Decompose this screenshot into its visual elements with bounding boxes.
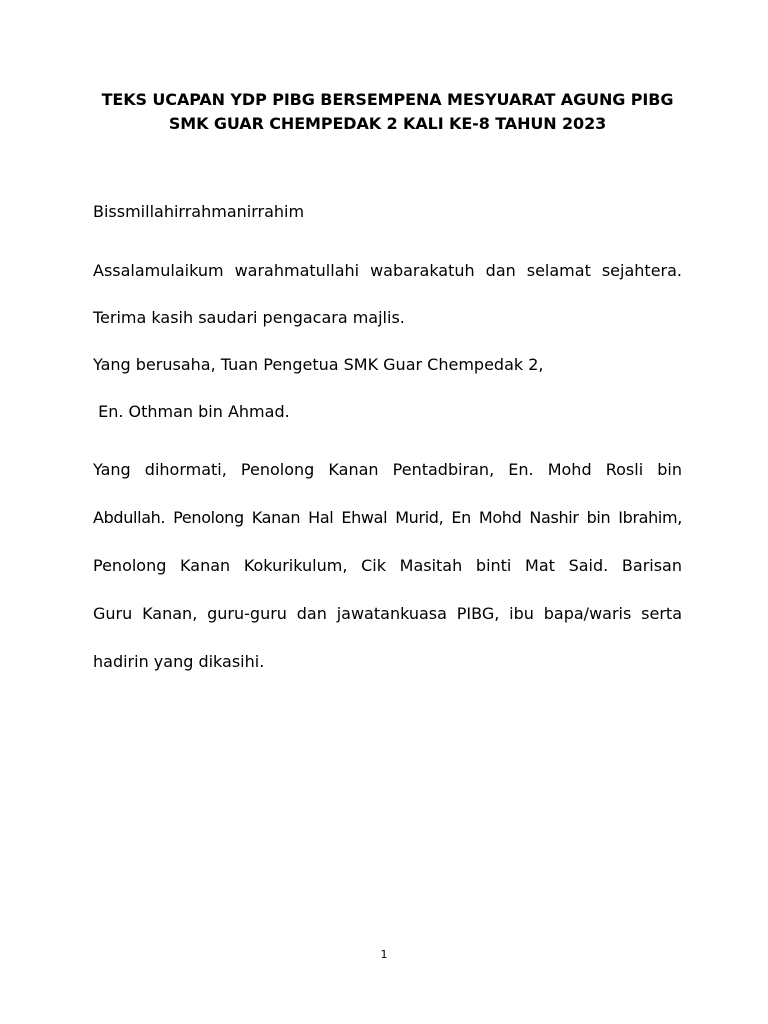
- paragraph-line: Yang dihormati, Penolong Kanan Pentadbiran, En. Mohd Rosli bin: [93, 460, 682, 479]
- paragraph-line: Penolong Kanan Kokurikulum, Cik Masitah binti Mat Said. Barisan: [93, 556, 682, 575]
- title-line-1: TEKS UCAPAN YDP PIBG BERSEMPENA MESYUARAT AGUNG PIBG: [101, 90, 674, 109]
- principal-line: Yang berusaha, Tuan Pengetua SMK Guar Chempedak 2,: [93, 355, 544, 374]
- document-title: [93, 88, 682, 136]
- title-line-2: SMK GUAR CHEMPEDAK 2 KALI KE-8 TAHUN 2023: [168, 114, 607, 133]
- paragraph-line: Guru Kanan, guru-guru dan jawatankuasa PIBG, ibu bapa/waris serta: [93, 604, 682, 623]
- salutation-line: Assalamulaikum warahmatullahi wabarakatuh dan selamat sejahtera.: [93, 261, 682, 280]
- paragraph-line: hadirin yang dikasihi.: [93, 652, 265, 671]
- opening-greeting: Bissmillahirrahmanirrahim: [93, 202, 305, 221]
- thanks-line: Terima kasih saudari pengacara majlis.: [93, 308, 405, 327]
- paragraph-line: Abdullah. Penolong Kanan Hal Ehwal Murid, En Mohd Nashir bin Ibrahim,: [93, 508, 682, 527]
- principal-name-line: En. Othman bin Ahmad.: [93, 402, 290, 421]
- page-number: 1: [380, 948, 388, 961]
- acknowledgement-paragraph: [93, 446, 682, 686]
